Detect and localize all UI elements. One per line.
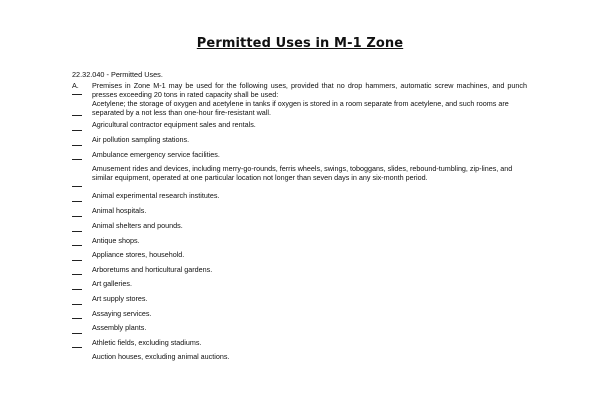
dash-marker xyxy=(72,115,82,116)
intro-paragraph xyxy=(72,82,527,99)
list-item-text: Animal experimental research institutes. xyxy=(92,191,220,200)
dash-marker xyxy=(72,159,82,160)
dash-marker xyxy=(72,94,82,95)
intro-text: Premises in Zone M-1 may be used for the following uses, provided that no drop hammers, automatic screw machines, and punch presses exceeding 20 tons in rated capacity shall be used: xyxy=(92,81,527,99)
dash-marker xyxy=(72,289,82,290)
list-item-text: Auction houses, excluding animal auctions. xyxy=(92,352,230,361)
list-item xyxy=(72,165,527,182)
dash-marker xyxy=(72,260,82,261)
list-item-text: Agricultural contractor equipment sales and rentals. xyxy=(92,120,256,129)
dash-marker xyxy=(72,145,82,146)
dash-marker xyxy=(72,318,82,319)
dash-marker xyxy=(72,347,82,348)
dash-marker xyxy=(72,216,82,217)
list-item xyxy=(72,207,527,216)
dash-marker xyxy=(72,130,82,131)
dash-marker xyxy=(72,304,82,305)
intro-letter: A. xyxy=(72,81,79,90)
list-item-text: Appliance stores, household. xyxy=(92,250,185,259)
list-item-text: Animal shelters and pounds. xyxy=(92,221,183,230)
list-item xyxy=(72,136,527,145)
list-item-text: Assembly plants. xyxy=(92,323,147,332)
list-item-text: Art galleries. xyxy=(92,279,132,288)
list-item xyxy=(72,151,527,160)
list-item xyxy=(72,339,527,348)
list-item xyxy=(72,222,527,231)
list-item-text: Acetylene; the storage of oxygen and acetylene in tanks if oxygen is stored in a room separate from acetylene, and such rooms are separated by a not less than one-hour fire-resistant wall. xyxy=(92,99,509,117)
list-item xyxy=(72,237,527,246)
list-item xyxy=(72,251,527,260)
list-item-text: Antique shops. xyxy=(92,236,140,245)
list-item-text: Athletic fields, excluding stadiums. xyxy=(92,338,202,347)
list-item-text: Air pollution sampling stations. xyxy=(92,135,190,144)
list-item xyxy=(72,192,527,201)
dash-marker xyxy=(72,274,82,275)
section-heading: 22.32.040 - Permitted Uses. xyxy=(72,70,163,79)
list-item-text: Arboretums and horticultural gardens. xyxy=(92,265,213,274)
list-item xyxy=(72,280,527,289)
list-item xyxy=(72,353,527,362)
list-item xyxy=(72,324,527,333)
list-item-text: Assaying services. xyxy=(92,309,152,318)
list-item-text: Amusement rides and devices, including merry-go-rounds, ferris wheels, swings, toboggans, slides, rebound-tumbling, zip-lines, and similar equipment, operated at one particular location not longer than seven days in any six-month period. xyxy=(92,164,513,182)
list-item xyxy=(72,310,527,319)
list-item-text: Animal hospitals. xyxy=(92,206,147,215)
dash-marker xyxy=(72,186,82,187)
list-item xyxy=(72,121,527,130)
list-item xyxy=(72,266,527,275)
dash-marker xyxy=(72,245,82,246)
page-title: Permitted Uses in M-1 Zone xyxy=(196,36,404,51)
list-item-text: Art supply stores. xyxy=(92,294,148,303)
list-item xyxy=(72,295,527,304)
dash-marker xyxy=(72,201,82,202)
dash-marker xyxy=(72,231,82,232)
list-item xyxy=(72,100,527,117)
dash-marker xyxy=(72,333,82,334)
list-item-text: Ambulance emergency service facilities. xyxy=(92,150,220,159)
